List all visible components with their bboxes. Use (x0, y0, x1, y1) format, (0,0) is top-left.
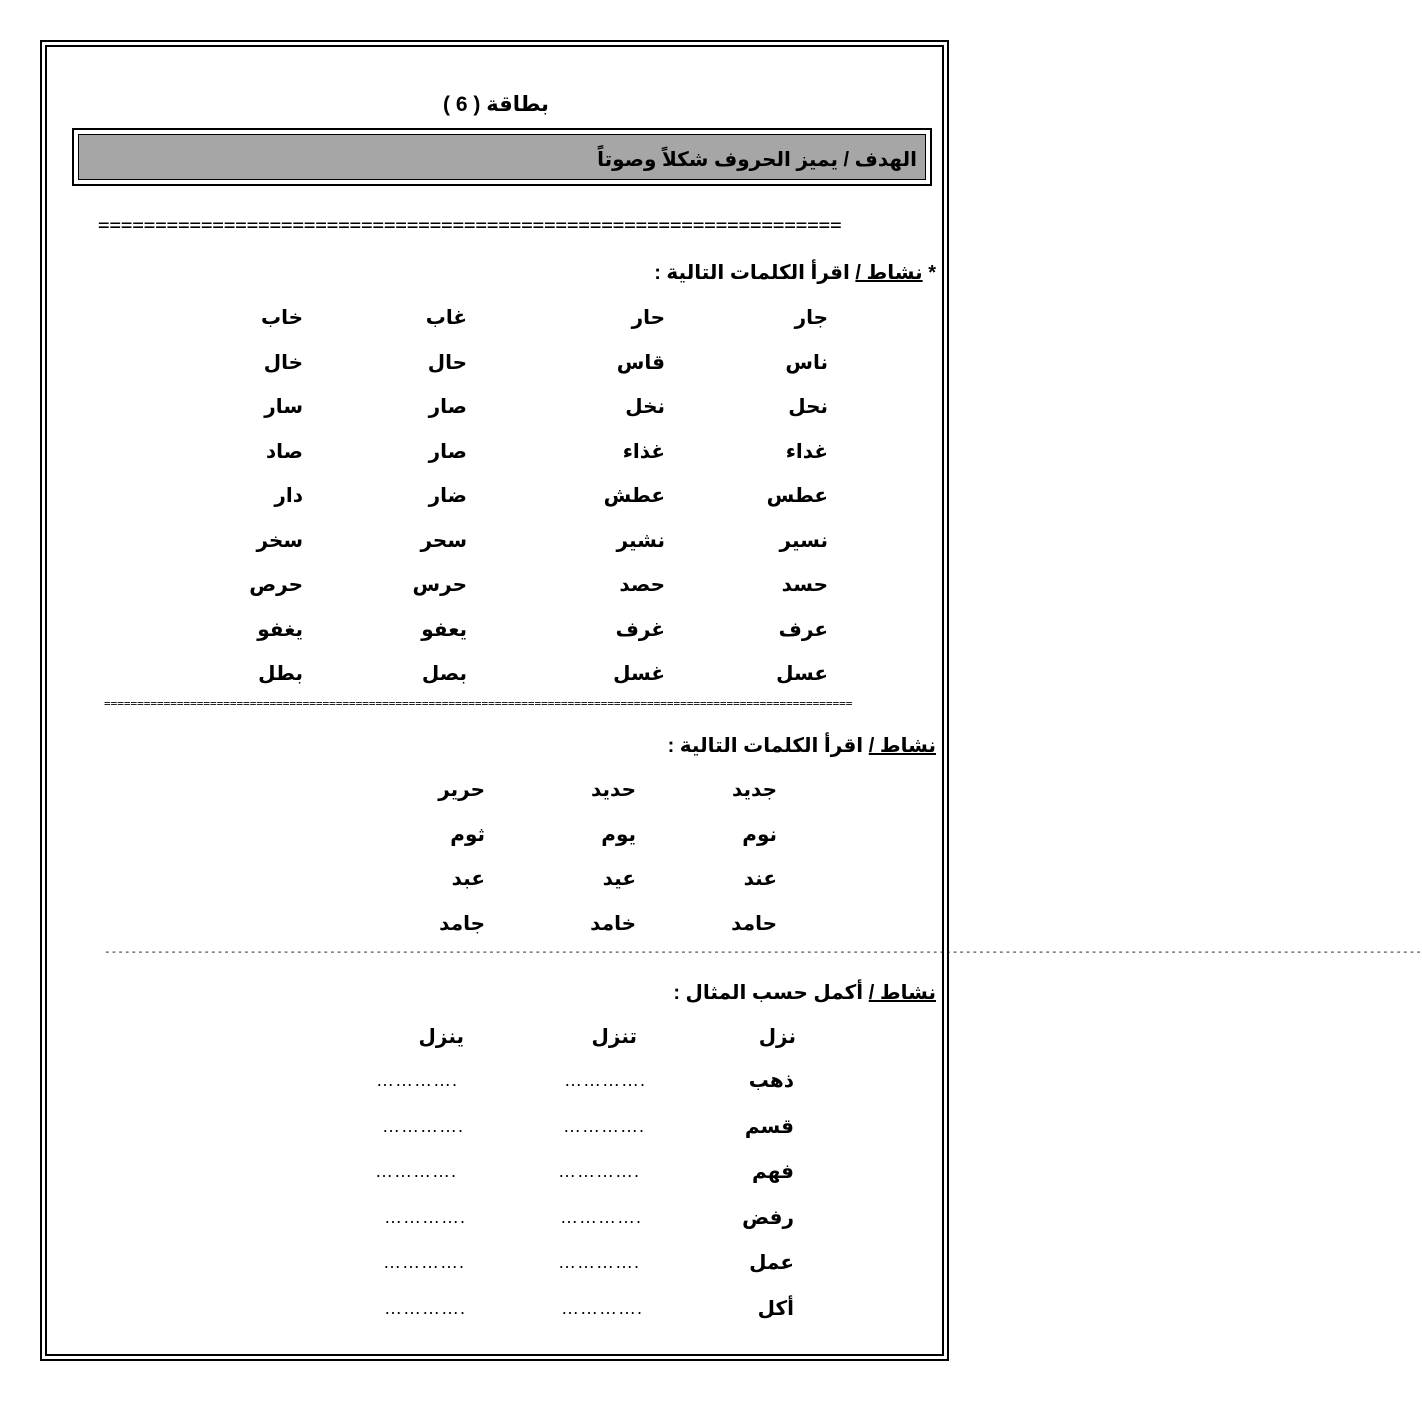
blank-imperfect-tense[interactable]: …………. (376, 1070, 459, 1090)
activity3-verb: رفض (742, 1206, 794, 1229)
activity3-heading (673, 980, 936, 1005)
activity2-word: حرير (438, 779, 485, 801)
blank-imperfect-tense[interactable]: …………. (382, 1115, 465, 1136)
card-title: بطاقة ( 6 ) (443, 93, 549, 116)
activity1-star: * (928, 262, 936, 284)
activity3-verb: قسم (744, 1115, 794, 1138)
activity1-word: غذاء (622, 440, 665, 463)
activity1-word: قاس (616, 351, 665, 374)
separator-2: ================================================================================================================= (104, 697, 853, 710)
activity2-word: يوم (601, 823, 636, 846)
activity2-word: عبد (451, 868, 485, 890)
activity2-heading (668, 733, 936, 758)
activity2-word: جامد (439, 912, 485, 935)
activity1-word: حرص (249, 574, 303, 596)
blank-present-tense[interactable]: …………. (560, 1206, 643, 1227)
activity1-word: بطل (258, 663, 303, 685)
activity1-word: سار (264, 396, 303, 418)
activity1-word: غرف (615, 618, 665, 641)
activity2-word: جديد (731, 779, 777, 801)
activity1-word: حرس (412, 574, 467, 596)
activity1-word: خال (263, 351, 303, 374)
activity1-word: يغفو (257, 618, 303, 641)
blank-present-tense[interactable]: …………. (563, 1115, 646, 1136)
activity1-word: عرف (778, 618, 828, 641)
blank-imperfect-tense[interactable]: …………. (384, 1206, 467, 1227)
activity3-example-word: نزل (758, 1026, 796, 1048)
activity1-word: عطس (766, 485, 828, 507)
activity3-verb: أكل (757, 1297, 794, 1320)
blank-present-tense[interactable]: …………. (558, 1161, 641, 1181)
blank-present-tense[interactable]: …………. (561, 1297, 644, 1318)
activity2-word: عيد (602, 868, 636, 890)
activity1-label: نشاط / (855, 262, 923, 284)
activity3-verb: ذهب (748, 1070, 794, 1092)
activity1-instruction: اقرأ الكلمات التالية : (654, 262, 850, 284)
activity1-word: حار (631, 307, 665, 329)
activity2-instruction: اقرأ الكلمات التالية : (667, 735, 864, 757)
activity3-verb: فهم (752, 1161, 794, 1183)
blank-imperfect-tense[interactable]: …………. (383, 1252, 466, 1272)
activity3-label: نشاط / (868, 982, 936, 1004)
activity2-word: نوم (742, 823, 777, 846)
activity1-word: عسل (776, 663, 828, 685)
activity2-word: حديد (590, 779, 636, 801)
activity1-word: صاد (265, 440, 303, 463)
activity2-word: عند (743, 868, 777, 890)
activity1-word: صار (428, 440, 467, 463)
activity1-word: نسير (779, 529, 828, 552)
activity1-word: صار (428, 396, 467, 418)
activity1-word: ضار (428, 485, 467, 507)
activity1-word: يعفو (421, 618, 467, 641)
activity2-word: خامد (590, 912, 636, 935)
blank-present-tense[interactable]: …………. (558, 1252, 641, 1272)
activity2-word: حامد (731, 912, 777, 935)
goal-text: الهدف / يميز الحروف شكلاً وصوتاً (597, 149, 917, 171)
activity3-instruction: أكمل حسب المثال : (673, 982, 864, 1004)
activity3-verb: عمل (749, 1252, 794, 1274)
activity3-example-word: ينزل (418, 1026, 464, 1048)
blank-imperfect-tense[interactable]: …………. (375, 1161, 458, 1181)
separator-1: ================================================================= (98, 214, 842, 236)
blank-imperfect-tense[interactable]: …………. (384, 1297, 467, 1318)
activity1-word: ناس (785, 351, 828, 374)
activity2-label: نشاط / (868, 735, 936, 757)
activity1-word: عطش (603, 485, 665, 507)
activity1-heading (654, 260, 936, 285)
activity1-word: بصل (421, 663, 467, 685)
activity1-word: نحل (788, 396, 828, 418)
activity1-word: سحر (420, 529, 467, 552)
activity1-word: غداء (785, 440, 828, 463)
activity3-example-word: تنزل (591, 1026, 637, 1048)
activity1-word: حصد (619, 574, 665, 596)
activity1-word: غاب (425, 307, 467, 329)
activity1-word: غسل (613, 663, 665, 685)
activity1-word: حال (427, 351, 467, 374)
goal-box (72, 128, 932, 186)
activity1-word: حسد (781, 574, 828, 596)
activity1-word: نشير (616, 529, 665, 552)
activity1-word: سخر (256, 529, 303, 552)
activity1-word: نخل (625, 396, 665, 418)
blank-present-tense[interactable]: …………. (564, 1070, 647, 1090)
activity1-word: دار (274, 485, 303, 507)
goal-box-shaded (78, 134, 926, 180)
activity1-word: خاب (260, 307, 303, 329)
separator-3: ------------------------------------------------------------------------------------------------------------------------------------------------------------------------------------------------------- (104, 945, 1422, 958)
activity2-word: ثوم (450, 823, 485, 846)
activity1-word: جار (794, 307, 828, 329)
